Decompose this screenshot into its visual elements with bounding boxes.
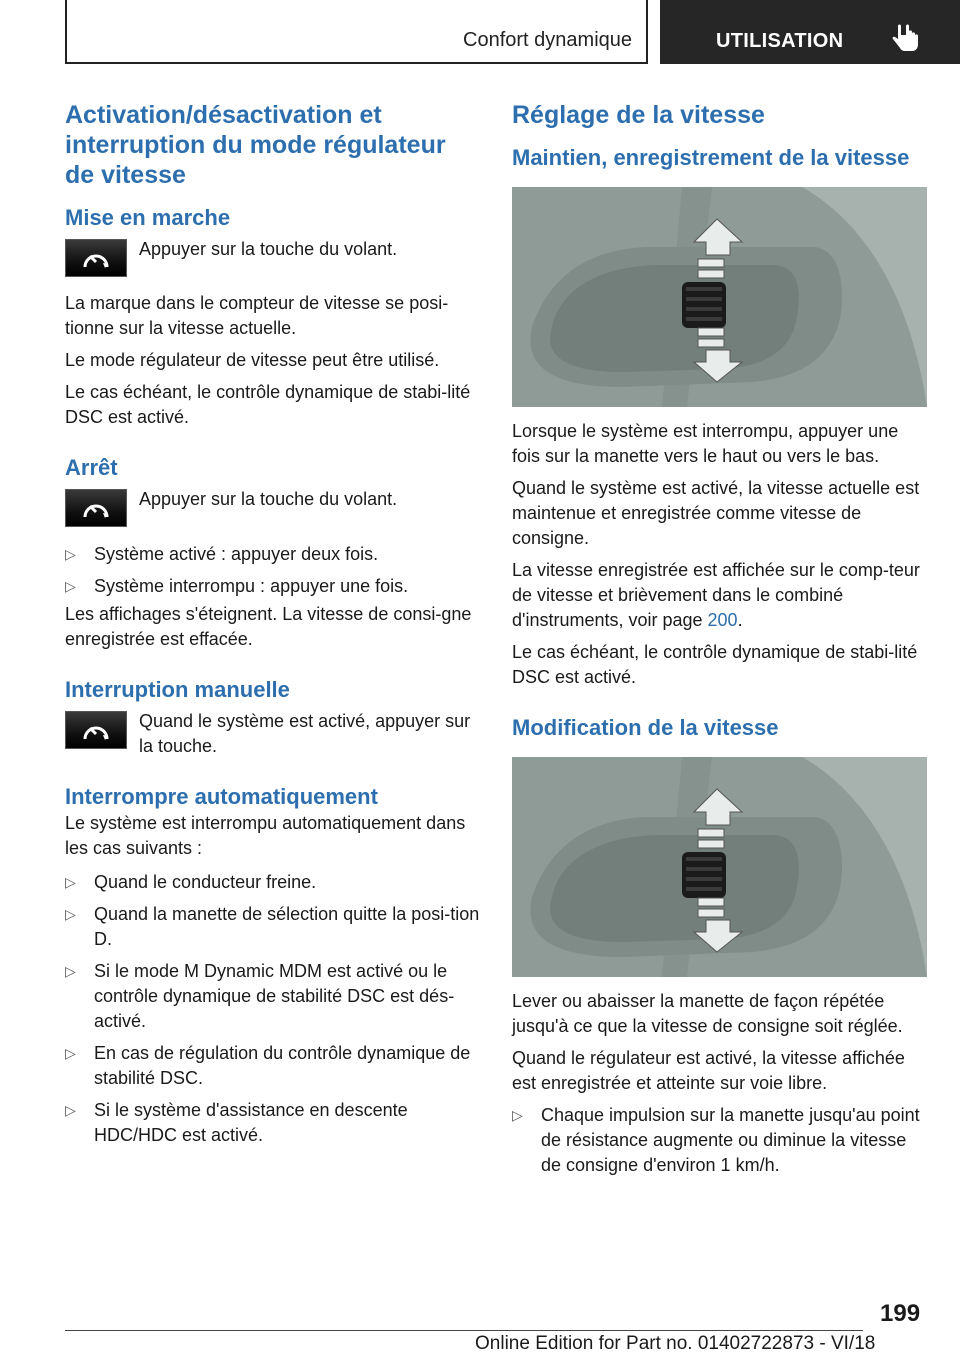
paragraph: Lever ou abaisser la manette de façon répétée jusqu'à ce que la vitesse de consigne soit réglée. — [512, 991, 903, 1036]
icon-instruction: Quand le système est activé, appuyer sur la touche. — [139, 711, 471, 756]
triangle-bullet-icon: ▷ — [65, 906, 76, 922]
triangle-bullet-icon: ▷ — [65, 1102, 76, 1118]
header-section-box — [65, 0, 648, 64]
footer-edition: Online Edition for Part no. 01402722873 - VI/18 — [475, 1333, 876, 1354]
section-title: Confort dynamique — [463, 29, 632, 51]
list-item: ▷ Système interrompu : appuyer une fois. — [65, 574, 480, 599]
footer-divider — [65, 1330, 863, 1331]
cruise-control-button-icon — [65, 489, 127, 527]
list-item: ▷ Chaque impulsion sur la manette jusqu'au point de résistance augmente ou diminue la vitesse de consigne d'environ 1 km/h. — [512, 1105, 920, 1175]
list-item: ▷ Quand la manette de sélection quitte la posi-tion D. — [65, 904, 480, 949]
paragraph: Les affichages s'éteignent. La vitesse de consi-gne enregistrée est effacée. — [65, 604, 472, 649]
heading-mise-en-marche: Mise en marche — [65, 205, 231, 230]
list-item: ▷ Si le mode M Dynamic MDM est activé ou le contrôle dynamique de stabilité DSC est dés-activé. — [65, 961, 455, 1031]
list-item: ▷ En cas de régulation du contrôle dynamique de stabilité DSC. — [65, 1043, 471, 1088]
pointing-hand-icon — [892, 22, 920, 52]
paragraph: La marque dans le compteur de vitesse se posi-tionne sur la vitesse actuelle. — [65, 293, 449, 338]
icon-row-interruption — [65, 709, 480, 759]
list-item: ▷ Si le système d'assistance en descente HDC/HDC est activé. — [65, 1100, 408, 1145]
triangle-bullet-icon: ▷ — [65, 874, 76, 890]
icon-row-arret — [65, 487, 480, 527]
cruise-control-button-icon — [65, 239, 127, 277]
right-heading: Réglage de la vitesse — [512, 101, 765, 129]
heading-interruption-manuelle: Interruption manuelle — [65, 677, 290, 702]
right-column — [512, 100, 930, 1178]
triangle-bullet-icon: ▷ — [512, 1107, 523, 1123]
left-column — [65, 100, 480, 1148]
bullet-list-interrompre — [65, 870, 480, 1148]
paragraph: Quand le régulateur est activé, la vitesse affichée est enregistrée et atteinte sur voie libre. — [512, 1048, 905, 1093]
bullet-list-arret — [65, 542, 480, 599]
icon-instruction: Appuyer sur la touche du volant. — [139, 239, 398, 259]
heading-interrompre-auto: Interrompre automatiquement — [65, 784, 378, 809]
chapter-title: UTILISATION — [716, 30, 844, 52]
triangle-bullet-icon: ▷ — [65, 963, 76, 979]
page-number: 199 — [880, 1300, 921, 1327]
icon-instruction: Appuyer sur la touche du volant. — [139, 489, 398, 509]
triangle-bullet-icon: ▷ — [65, 578, 76, 594]
steering-wheel-photo — [512, 187, 927, 407]
bullet-list-modification — [512, 1103, 930, 1178]
paragraph: La vitesse enregistrée est affichée sur le comp-teur de vitesse et brièvement dans le combiné d'instruments, voir page 200. — [512, 560, 920, 630]
heading-maintien: Maintien, enregistrement de la vitesse — [512, 145, 910, 170]
steering-wheel-lever-illustration — [512, 757, 927, 977]
page-link[interactable]: 200 — [707, 610, 738, 630]
main-heading: Activation/désactivation et interruption du mode régulateur de vitesse — [65, 101, 446, 189]
heading-arret: Arrêt — [65, 455, 118, 480]
paragraph: Le cas échéant, le contrôle dynamique de stabi-lité DSC est activé. — [65, 382, 471, 427]
cruise-control-button-icon — [65, 711, 127, 749]
steering-wheel-lever-illustration — [512, 187, 927, 407]
list-item: ▷ Quand le conducteur freine. — [65, 870, 480, 895]
triangle-bullet-icon: ▷ — [65, 546, 76, 562]
steering-wheel-photo — [512, 757, 927, 977]
list-item: ▷ Système activé : appuyer deux fois. — [65, 542, 480, 567]
paragraph: Quand le système est activé, la vitesse actuelle est maintenue et enregistrée comme vitesse de consigne. — [512, 478, 920, 548]
heading-modification: Modification de la vitesse — [512, 715, 779, 740]
paragraph: Lorsque le système est interrompu, appuyer une fois sur la manette vers le haut ou vers le bas. — [512, 421, 899, 466]
paragraph: Le mode régulateur de vitesse peut être utilisé. — [65, 350, 440, 370]
icon-row-mise-en-marche — [65, 237, 480, 277]
paragraph: Le cas échéant, le contrôle dynamique de stabi-lité DSC est activé. — [512, 642, 918, 687]
paragraph: Le système est interrompu automatiquement dans les cas suivants : — [65, 813, 466, 858]
chapter-tab — [660, 0, 960, 64]
triangle-bullet-icon: ▷ — [65, 1045, 76, 1061]
